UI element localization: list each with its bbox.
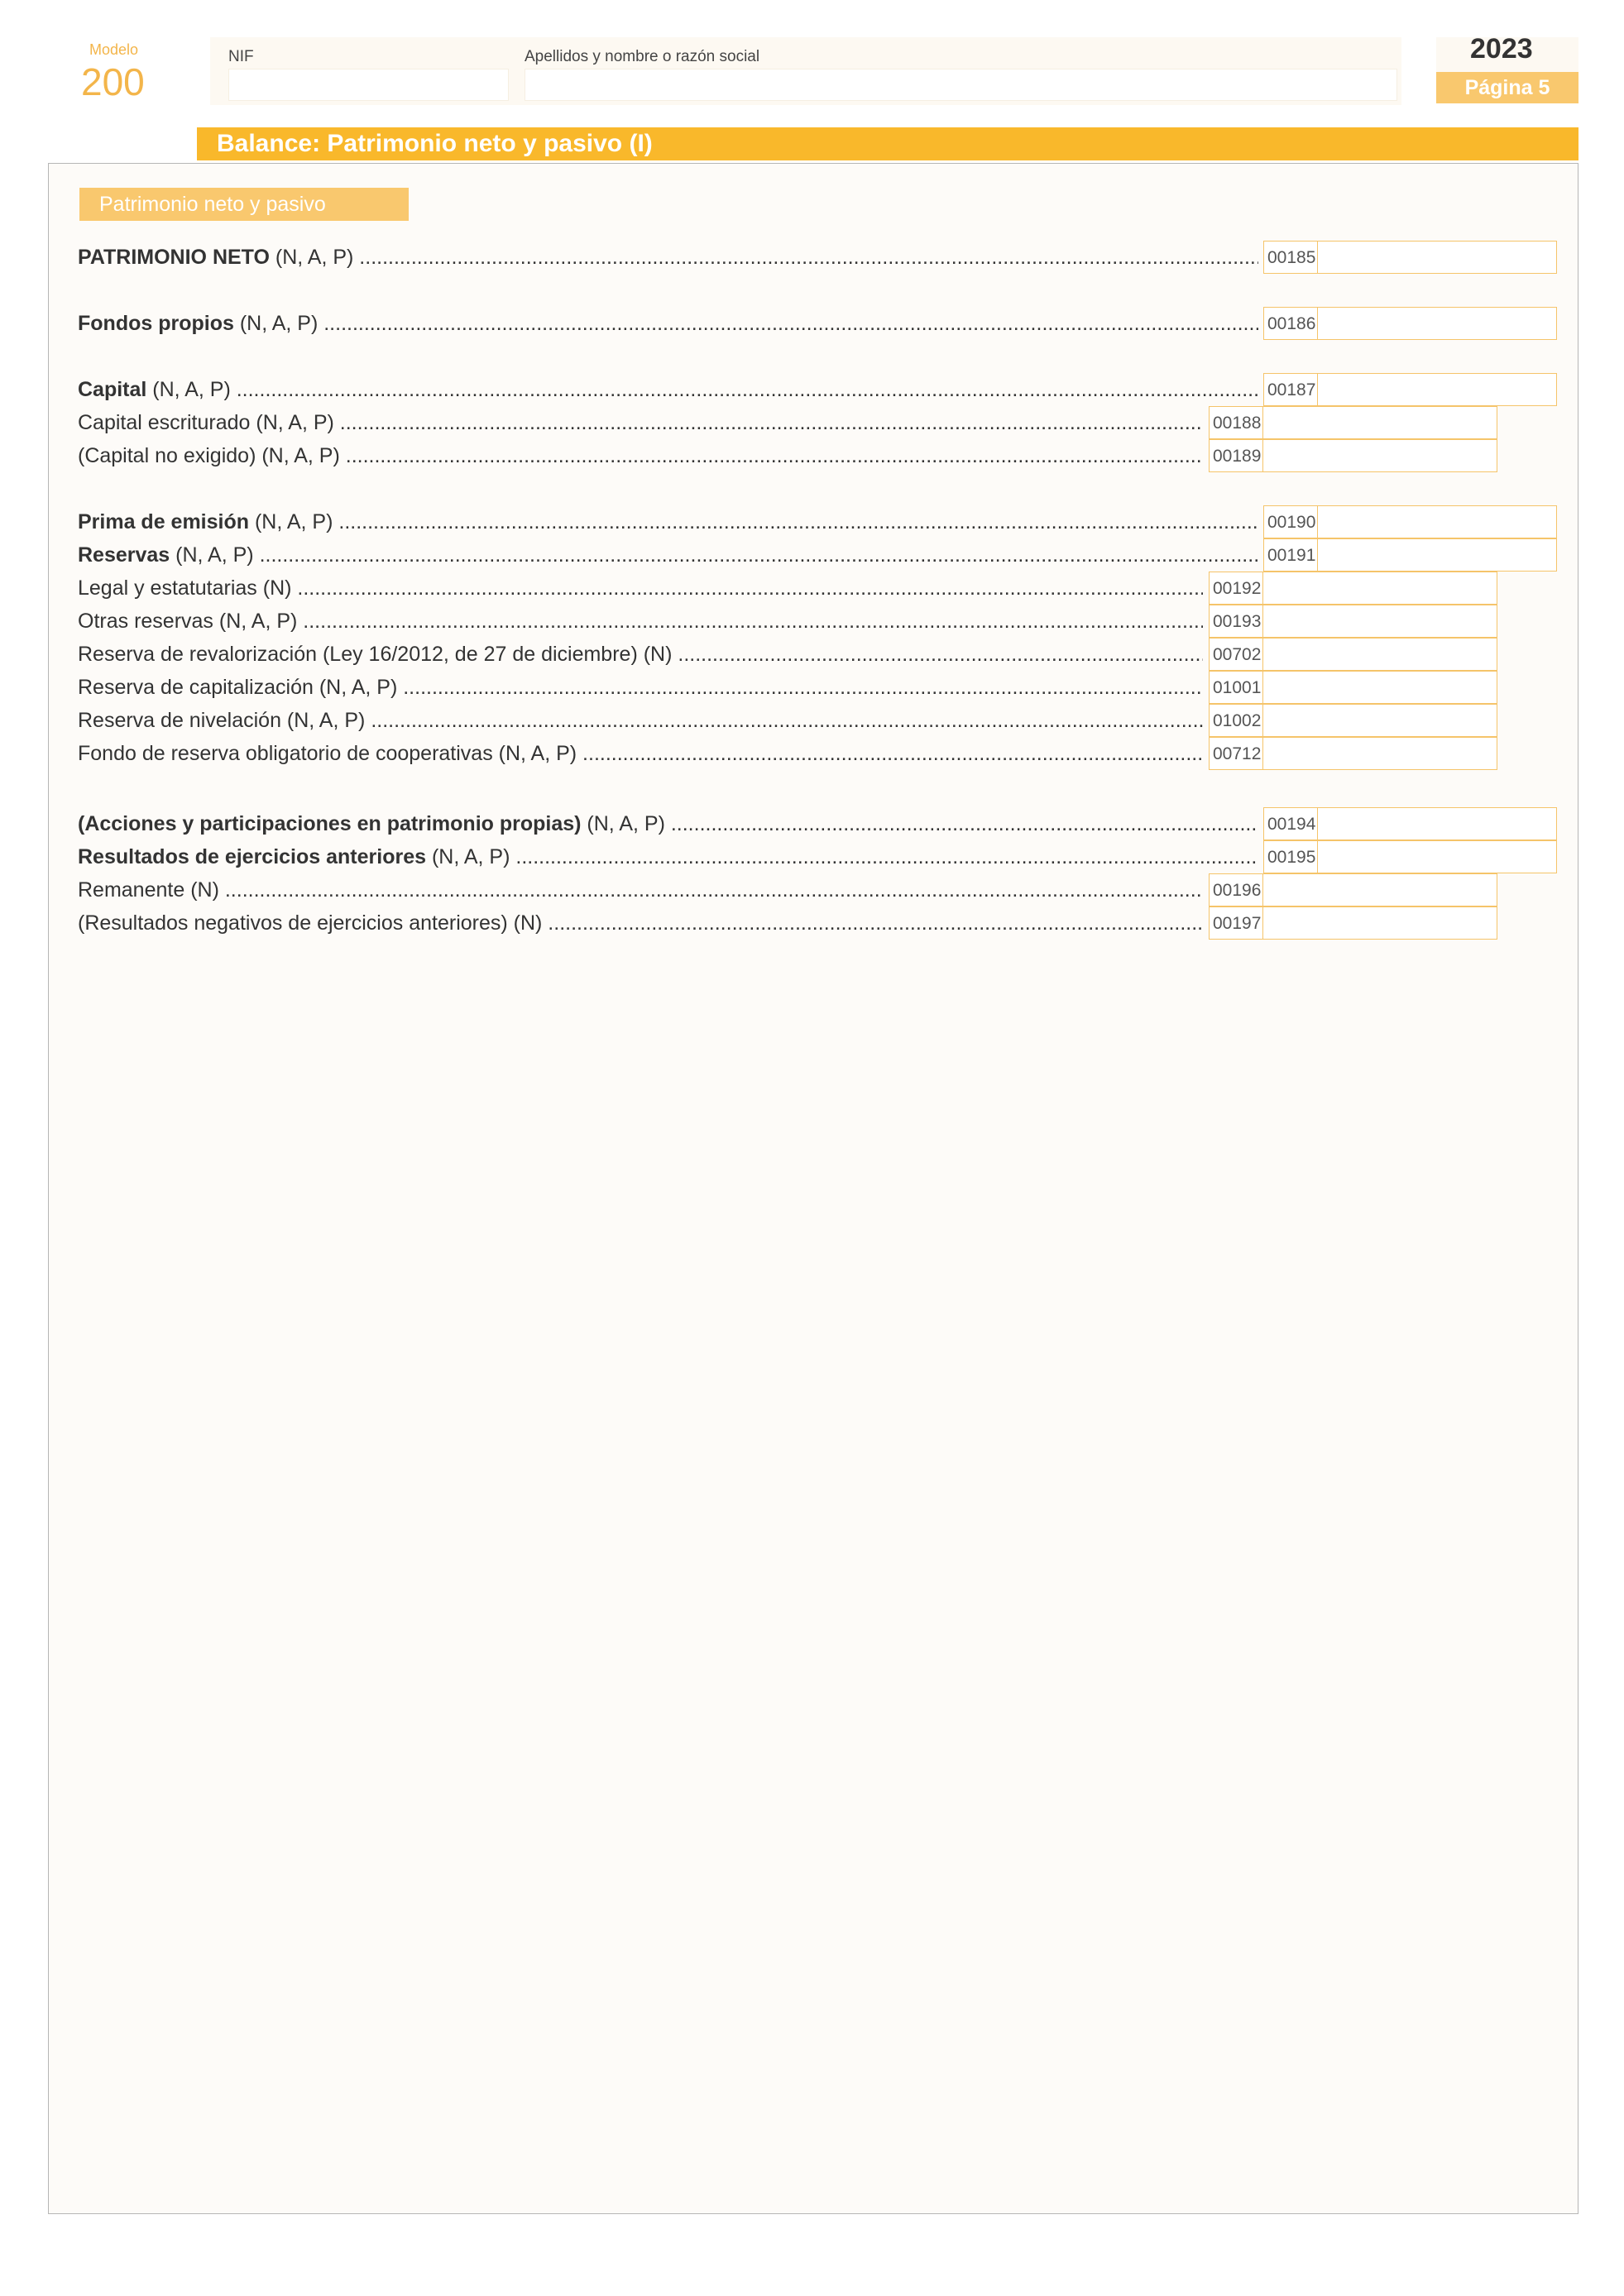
- row-label: (Resultados negativos de ejercicios anteriores) (N): [78, 911, 543, 935]
- value-input-00197[interactable]: [1262, 906, 1497, 940]
- row-label-bold: Resultados de ejercicios anteriores: [78, 845, 427, 868]
- code-00185: 00185: [1263, 241, 1318, 274]
- row-label: Remanente (N): [78, 878, 219, 902]
- value-input-00190[interactable]: [1317, 505, 1557, 538]
- row-00186: [78, 307, 1258, 340]
- value-input-00185[interactable]: [1317, 241, 1557, 274]
- nombre-label: Apellidos y nombre o razón social: [525, 48, 760, 65]
- page-label: Página 5: [1436, 72, 1578, 103]
- code-00190: 00190: [1263, 505, 1318, 538]
- code-00192: 00192: [1209, 572, 1263, 605]
- row-00185: [78, 241, 1258, 274]
- row-label-bold: Prima de emisión: [78, 510, 250, 533]
- code-00189: 00189: [1209, 439, 1263, 472]
- row-01001: [78, 671, 1203, 704]
- row-00195: [78, 840, 1258, 873]
- row-00194: [78, 807, 1258, 840]
- value-input-00193[interactable]: [1262, 605, 1497, 638]
- row-label: (N, A, P): [146, 378, 231, 401]
- code-01002: 01002: [1209, 704, 1263, 737]
- nif-input[interactable]: [228, 69, 509, 101]
- row-00196: [78, 873, 1203, 906]
- value-input-00196[interactable]: [1262, 873, 1497, 906]
- row-00702: [78, 638, 1203, 671]
- year-label: 2023: [1470, 33, 1533, 65]
- code-00186: 00186: [1263, 307, 1318, 340]
- row-00197: [78, 906, 1203, 940]
- row-00189: [78, 439, 1203, 472]
- row-00192: [78, 572, 1203, 605]
- row-00191: [78, 538, 1258, 572]
- row-label: (N, A, P): [233, 312, 319, 335]
- row-label: Reserva de nivelación (N, A, P): [78, 709, 366, 732]
- row-label-bold: Reservas: [78, 543, 170, 567]
- row-label: (N, A, P): [269, 246, 354, 269]
- code-00193: 00193: [1209, 605, 1263, 638]
- page-title: Balance: Patrimonio neto y pasivo (I): [197, 127, 1578, 160]
- row-label-bold: (Acciones y participaciones en patrimonio propias): [78, 812, 582, 835]
- nif-label: NIF: [228, 48, 254, 65]
- value-input-00195[interactable]: [1317, 840, 1557, 873]
- row-label: Reserva de revalorización (Ley 16/2012, de 27 de diciembre) (N): [78, 643, 673, 666]
- code-01001: 01001: [1209, 671, 1263, 704]
- row-label: Capital escriturado (N, A, P): [78, 411, 334, 434]
- row-label: (N, A, P): [581, 812, 665, 835]
- nombre-input[interactable]: [525, 69, 1397, 101]
- row-label-bold: PATRIMONIO NETO: [78, 246, 270, 269]
- code-00187: 00187: [1263, 373, 1318, 406]
- value-input-00189[interactable]: [1262, 439, 1497, 472]
- code-00188: 00188: [1209, 406, 1263, 439]
- value-input-00186[interactable]: [1317, 307, 1557, 340]
- row-label: Reserva de capitalización (N, A, P): [78, 676, 398, 699]
- value-input-01002[interactable]: [1262, 704, 1497, 737]
- code-00196: 00196: [1209, 873, 1263, 906]
- value-input-00712[interactable]: [1262, 737, 1497, 770]
- modelo-label: Modelo: [89, 41, 139, 58]
- row-00187: [78, 373, 1258, 406]
- row-label: Fondo de reserva obligatorio de cooperativas (N, A, P): [78, 742, 577, 765]
- value-input-00702[interactable]: [1262, 638, 1497, 671]
- row-label-bold: Capital: [78, 378, 147, 401]
- code-00194: 00194: [1263, 807, 1318, 840]
- row-00193: [78, 605, 1203, 638]
- value-input-00191[interactable]: [1317, 538, 1557, 572]
- row-label: (Capital no exigido) (N, A, P): [78, 444, 340, 467]
- row-00188: [78, 406, 1203, 439]
- row-label: (N, A, P): [426, 845, 510, 868]
- modelo-number: 200: [81, 60, 145, 103]
- value-input-00188[interactable]: [1262, 406, 1497, 439]
- code-00712: 00712: [1209, 737, 1263, 770]
- row-01002: [78, 704, 1203, 737]
- section-tag: Patrimonio neto y pasivo: [79, 188, 409, 221]
- code-00197: 00197: [1209, 906, 1263, 940]
- value-input-01001[interactable]: [1262, 671, 1497, 704]
- row-label: (N, A, P): [249, 510, 333, 533]
- code-00191: 00191: [1263, 538, 1318, 572]
- row-label: Legal y estatutarias (N): [78, 576, 292, 600]
- value-input-00187[interactable]: [1317, 373, 1557, 406]
- row-00712: [78, 737, 1203, 770]
- value-input-00192[interactable]: [1262, 572, 1497, 605]
- row-label: (N, A, P): [170, 543, 254, 567]
- row-00190: [78, 505, 1258, 538]
- value-input-00194[interactable]: [1317, 807, 1557, 840]
- row-label: Otras reservas (N, A, P): [78, 610, 298, 633]
- row-label-bold: Fondos propios: [78, 312, 234, 335]
- code-00702: 00702: [1209, 638, 1263, 671]
- code-00195: 00195: [1263, 840, 1318, 873]
